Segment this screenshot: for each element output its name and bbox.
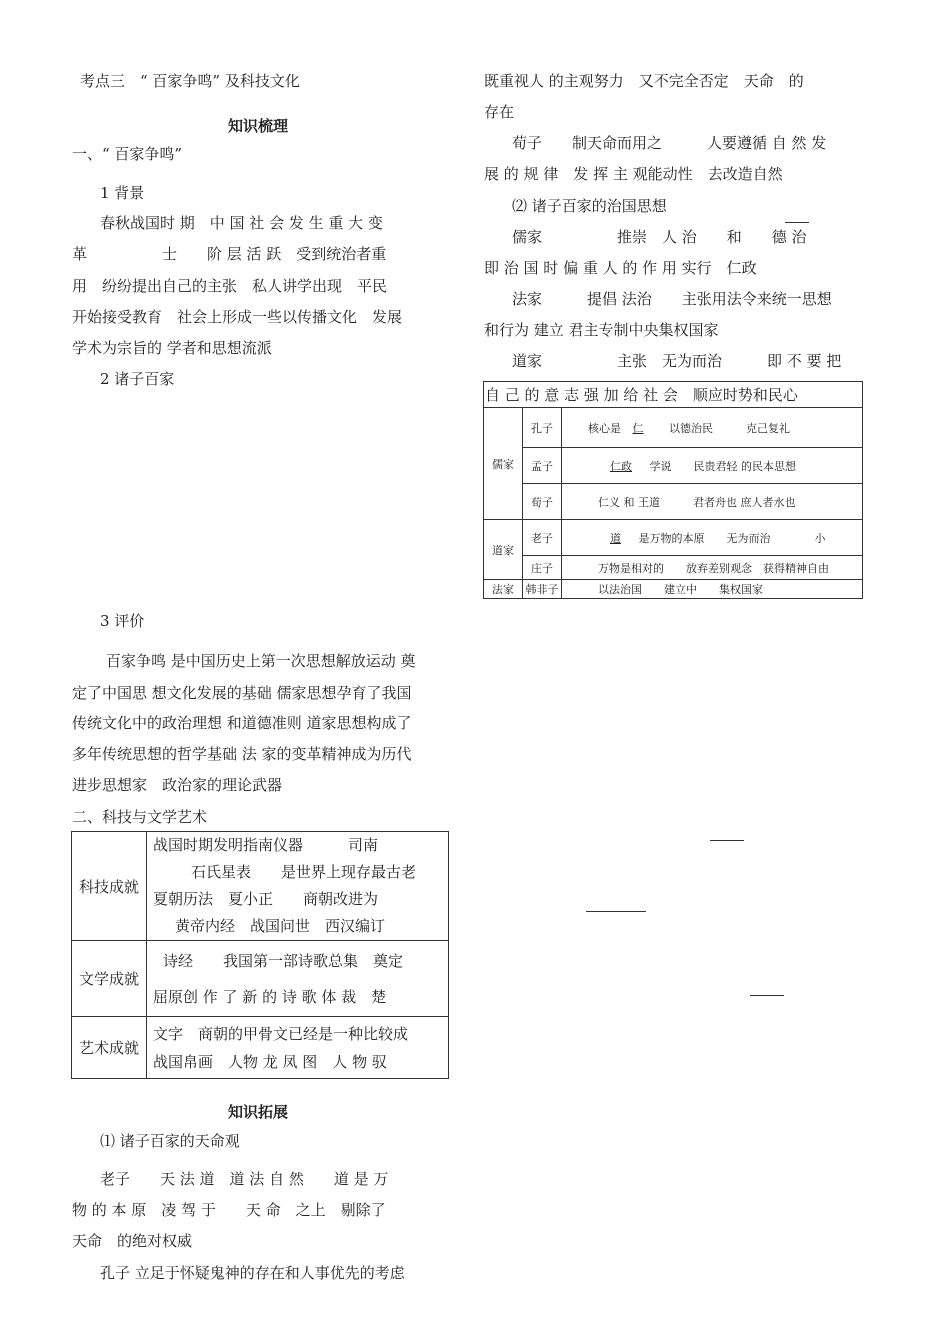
table-row [484, 408, 863, 448]
evaluation-line: 多年传统思想的哲学基础 法 家的变革精神成为历代 [72, 745, 412, 763]
idea-cell: 以法治国 建立中 集权国家 [562, 580, 863, 599]
extension-subheading: ⑴ 诸子百家的天命观 [100, 1132, 240, 1150]
table-row [484, 448, 863, 484]
evaluation-line: 传统文化中的政治理想 和道德准则 道家思想构成了 [72, 714, 412, 732]
idea-text: 是万物的本原 无为而治 小 [638, 531, 826, 545]
idea-text: 以德治民 克己复礼 [669, 421, 790, 435]
person-cell: 孟子 [523, 448, 562, 484]
school-cell: 道家 [484, 520, 523, 580]
right-line: 存在 [484, 103, 515, 121]
right-line: 道家 主张 无为而治 即 不 要 把 [512, 352, 842, 370]
right-line: 既重视人 的主观努力 又不完全否定 天命 的 [484, 72, 804, 90]
evaluation-line: 百家争鸣 是中国历史上第一次思想解放运动 奠 [106, 652, 416, 670]
table-line: 屈原创 作 了 新 的 诗 歌 体 裁 楚 [153, 987, 387, 1006]
science-art-table [71, 831, 449, 1079]
table-row [484, 484, 863, 520]
keyword: 仁政 [610, 459, 632, 473]
subheading-background: 1 背景 [100, 184, 145, 202]
school-cell: 儒家 [484, 408, 523, 520]
idea-cell [562, 520, 863, 556]
school-cell: 法家 [484, 580, 523, 599]
table-row [72, 1017, 449, 1079]
content-cell [147, 1017, 449, 1079]
category-cell: 科技成就 [72, 832, 147, 941]
keyword: 道 [610, 531, 621, 545]
right-subheading: ⑵ 诸子百家的治国思想 [512, 197, 667, 215]
table-line: 文字 商朝的甲骨文已经是一种比较成 [153, 1024, 409, 1043]
table-row [484, 520, 863, 556]
section-heading-1: 一、“ 百家争鸣” [72, 145, 183, 163]
table-row [484, 382, 863, 408]
blank-underline [785, 222, 809, 223]
table-caption: 自 己 的 意 志 强 加 给 社 会 顺应时势和民心 [484, 382, 863, 408]
table-line: 战国帛画 人物 龙 凤 图 人 物 驭 [153, 1052, 387, 1071]
table-row [72, 941, 449, 1017]
person-cell: 庄子 [523, 556, 562, 580]
idea-cell: 万物是相对的 放弃差别观念 获得精神自由 [562, 556, 863, 580]
content-cell [147, 832, 449, 941]
person-cell: 韩非子 [523, 580, 562, 599]
idea-text: 核心是 [588, 421, 621, 435]
idea-cell [562, 408, 863, 448]
table-line: 黄帝内经 战国问世 西汉编订 [175, 917, 386, 935]
right-line: 荀子 制天命而用之 人要遵循 自 然 发 [512, 134, 827, 152]
extension-line: 孔子 立足于怀疑鬼神的存在和人事优先的考虑 [100, 1264, 405, 1282]
category-cell: 艺术成就 [72, 1017, 147, 1079]
table-row [72, 832, 449, 941]
content-cell [147, 941, 449, 1017]
table-line: 诗经 我国第一部诗歌总集 奠定 [163, 951, 404, 970]
table-row [484, 556, 863, 580]
category-cell: 文学成就 [72, 941, 147, 1017]
background-line: 开始接受教育 社会上形成一些以传播文化 发展 [72, 308, 403, 326]
table-line: 石氏星表 是世界上现存最古老 [191, 863, 417, 881]
subheading-evaluation: 3 评价 [100, 612, 145, 630]
background-line: 革 士 阶 层 活 跃 受到统治者重 [72, 245, 387, 263]
table-line: 夏朝历法 夏小正 商朝改进为 [153, 890, 379, 908]
heading-knowledge-extension: 知识拓展 [228, 1103, 289, 1121]
idea-cell: 仁义 和 王道 君者舟也 庶人者水也 [562, 484, 863, 520]
right-line: 即 治 国 时 偏 重 人 的 作 用 实行 仁政 [484, 259, 757, 277]
person-cell: 孔子 [523, 408, 562, 448]
background-line: 用 纷纷提出自己的主张 私人讲学出现 平民 [72, 277, 388, 295]
right-line: 和行为 建立 君主专制中央集权国家 [484, 321, 719, 339]
right-line: 法家 提倡 法治 主张用法令来统一思想 [512, 290, 832, 308]
blank-underline [586, 911, 646, 912]
person-cell: 荀子 [523, 484, 562, 520]
extension-line: 天命 的绝对权威 [72, 1232, 193, 1250]
subheading-schools: 2 诸子百家 [100, 370, 175, 388]
blank-underline [710, 840, 744, 841]
extension-line: 物 的 本 原 凌 驾 于 天 命 之上 剔除了 [72, 1201, 386, 1219]
evaluation-line: 进步思想家 政治家的理论武器 [72, 776, 283, 794]
section-heading-2: 二、科技与文学艺术 [72, 808, 208, 826]
background-line: 学术为宗旨的 学者和思想流派 [72, 339, 272, 357]
blank-underline [750, 995, 784, 996]
idea-text: 学说 民贵君轻 的民本思想 [649, 459, 796, 473]
idea-cell [562, 448, 863, 484]
heading-knowledge-sorting: 知识梳理 [228, 117, 289, 135]
evaluation-line: 定了中国思 想文化发展的基础 儒家思想孕育了我国 [72, 684, 412, 702]
keyword: 仁 [632, 421, 644, 435]
right-line: 展 的 规 律 发 挥 主 观能动性 去改造自然 [484, 165, 783, 183]
table-row [484, 580, 863, 599]
extension-line: 老子 天 法 道 道 法 自 然 道 是 万 [100, 1170, 389, 1188]
right-line: 儒家 推崇 人 治 和 德 治 [512, 228, 807, 246]
background-line: 春秋战国时 期 中 国 社 会 发 生 重 大 变 [100, 214, 383, 232]
section-title: 考点三 “ 百家争鸣” 及科技文化 [80, 72, 300, 90]
table-line: 战国时期发明指南仪器 司南 [153, 836, 379, 854]
person-cell: 老子 [523, 520, 562, 556]
schools-table [483, 381, 863, 599]
